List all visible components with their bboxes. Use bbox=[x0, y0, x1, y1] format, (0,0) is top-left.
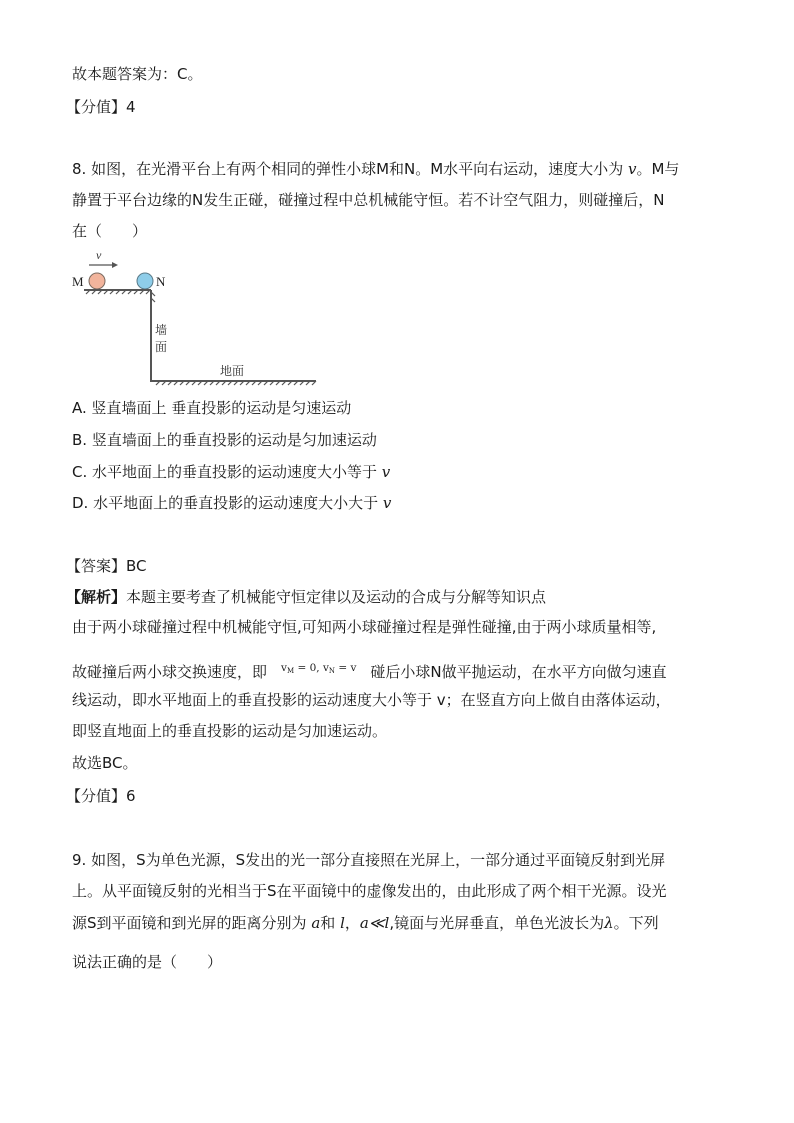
analysis-line-1: 【解析】本题主要考查了机械能守恒定律以及运动的合成与分解等知识点 bbox=[66, 588, 547, 606]
question-9-line-2: 上。从平面镜反射的光相当于S在平面镜中的虚像发出的，由此形成了两个相干光源。设光 bbox=[72, 882, 667, 900]
answer-label: 【答案】 bbox=[66, 557, 127, 575]
label-n: N bbox=[156, 274, 166, 289]
option-a: A. 竖直墙面上 垂直投影的运动是匀速运动 bbox=[72, 399, 352, 417]
analysis-line-5: 即竖直地面上的垂直投影的运动是匀加速运动。 bbox=[72, 722, 388, 740]
question-8-line-2: 静置于平台边缘的N发生正碰，碰撞过程中总机械能守恒。若不计空气阻力，则碰撞后，N bbox=[72, 191, 665, 209]
wall-label-2: 面 bbox=[155, 340, 168, 354]
answer-line-8 bbox=[66, 556, 147, 576]
velocity-arrowhead bbox=[112, 262, 118, 268]
question-8-stem bbox=[72, 154, 732, 247]
ground-label: 地面 bbox=[220, 364, 245, 378]
collision-figure bbox=[72, 245, 322, 390]
question-8-line-3: 在（ ） bbox=[72, 222, 148, 240]
option-d: D. 水平地面上的垂直投影的运动速度大小大于 v bbox=[72, 494, 392, 512]
analysis-label: 【解析】 bbox=[66, 588, 127, 606]
question-8-line-1: 8. 如图，在光滑平台上有两个相同的弹性小球M和N。M水平向右运动，速度大小为 v。M与 bbox=[72, 160, 680, 178]
analysis-line-3: 故碰撞后两小球交换速度，即 $v_M = 0$, $v_N = v$ 碰后小球N做平抛运动，在水平方向做匀速直 bbox=[72, 658, 667, 682]
question-9-line-3: 源S到平面镜和到光屏的距离分别为 a和 l，a≪l,镜面与光屏垂直，单色光波长为λ。下列 bbox=[72, 914, 659, 932]
question-9-line-4: 说法正确的是（ ） bbox=[72, 953, 223, 971]
question-9-line-1: 9. 如图，S为单色光源，S发出的光一部分直接照在光屏上，一部分通过平面镜反射到光屏 bbox=[72, 851, 666, 869]
conclusion-line: 故选BC。 bbox=[72, 754, 138, 772]
answer-line: 故本题答案为：C。 bbox=[72, 65, 203, 83]
answer-value: BC bbox=[126, 557, 147, 575]
relation-formula: a≪l bbox=[359, 914, 390, 932]
score-label-8: 【分值】 bbox=[66, 787, 127, 805]
analysis-line-2: 由于两小球碰撞过程中机械能守恒,可知两小球碰撞过程是弹性碰撞,由于两小球质量相等, bbox=[72, 618, 657, 636]
ball-m bbox=[89, 273, 105, 289]
label-m: M bbox=[72, 274, 84, 289]
analysis-line-4: 线运动，即水平地面上的垂直投影的运动速度大小等于 v；在竖直方向上做自由落体运动， bbox=[72, 691, 671, 709]
score-value-8: 6 bbox=[126, 787, 136, 805]
score-label: 【分值】 bbox=[66, 98, 127, 116]
wall-label-1: 墙 bbox=[155, 323, 168, 337]
ball-n bbox=[137, 273, 153, 289]
option-b: B. 竖直墙面上的垂直投影的运动是匀加速运动 bbox=[72, 431, 377, 449]
velocity-formula: $v_M = 0$, $v_N = v$ bbox=[281, 662, 357, 675]
option-c: C. 水平地面上的垂直投影的运动速度大小等于 v bbox=[72, 463, 391, 481]
score-line-8 bbox=[66, 786, 136, 806]
score-line bbox=[66, 97, 136, 117]
score-value: 4 bbox=[126, 98, 136, 116]
velocity-label: v bbox=[96, 248, 102, 262]
